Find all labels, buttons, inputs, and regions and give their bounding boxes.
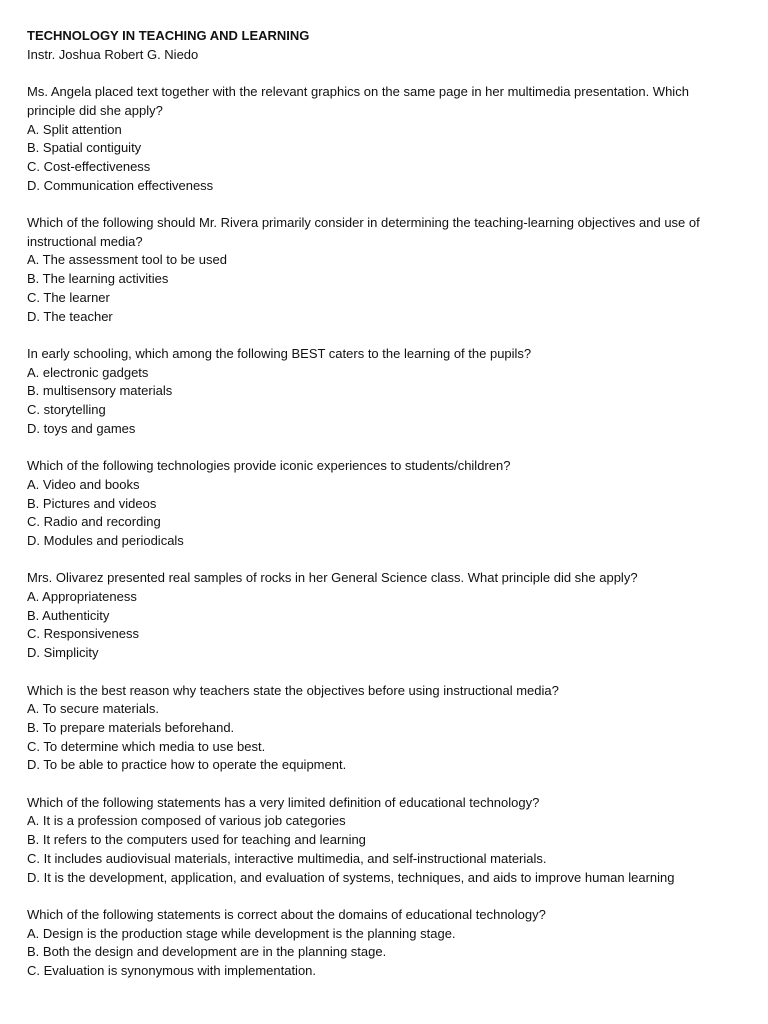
answer-choice: D. It is the development, application, and evaluation of systems, techniques, and aids to improve human learning	[27, 869, 675, 885]
answer-choice: A. Design is the production stage while development is the planning stage.	[27, 925, 456, 941]
answer-choice: B. It refers to the computers used for teaching and learning	[27, 832, 366, 848]
question-block	[27, 83, 739, 195]
answer-choice: D. Modules and periodicals	[27, 532, 184, 548]
answer-choice: D. Simplicity	[27, 645, 99, 661]
question-block	[27, 906, 739, 981]
answer-choice: B. The learning activities	[27, 271, 169, 287]
question-text: Which of the following statements has a very limited definition of educational technology?	[27, 794, 540, 810]
question-block	[27, 682, 739, 776]
question-text: Which is the best reason why teachers state the objectives before using instructional media?	[27, 682, 559, 698]
answer-choice: C. To determine which media to use best.	[27, 738, 266, 754]
answer-choice: D. Communication effectiveness	[27, 177, 214, 193]
answer-choice: C. The learner	[27, 289, 110, 305]
question-block	[27, 345, 739, 439]
answer-choice: D. The teacher	[27, 308, 113, 324]
question-text: Mrs. Olivarez presented real samples of rocks in her General Science class. What principle did she apply?	[27, 570, 638, 586]
answer-choice: C. storytelling	[27, 402, 106, 418]
document-title: TECHNOLOGY IN TEACHING AND LEARNING	[27, 28, 310, 43]
question-text: Which of the following technologies provide iconic experiences to students/children?	[27, 458, 511, 474]
question-list	[27, 83, 739, 981]
answer-choice: A. Split attention	[27, 121, 122, 137]
answer-choice: A. The assessment tool to be used	[27, 252, 227, 268]
question-text: Which of the following statements is correct about the domains of educational technology?	[27, 906, 546, 922]
answer-choice: D. toys and games	[27, 420, 136, 436]
answer-choice: B. Authenticity	[27, 607, 110, 623]
answer-choice: B. Pictures and videos	[27, 495, 157, 511]
answer-choice: C. It includes audiovisual materials, interactive multimedia, and self-instructional materials.	[27, 850, 547, 866]
answer-choice: A. Appropriateness	[27, 589, 137, 605]
answer-choice: B. Spatial contiguity	[27, 140, 142, 156]
document-subtitle: Instr. Joshua Robert G. Niedo	[27, 46, 199, 62]
question-block	[27, 569, 739, 663]
answer-choice: C. Evaluation is synonymous with implementation.	[27, 963, 317, 979]
answer-choice: D. To be able to practice how to operate the equipment.	[27, 757, 347, 773]
question-text: Which of the following should Mr. Rivera primarily consider in determining the teaching-learning objectives and use of instructional media?	[27, 215, 700, 249]
question-block	[27, 457, 739, 551]
answer-choice: C. Radio and recording	[27, 514, 161, 530]
question-text: In early schooling, which among the following BEST caters to the learning of the pupils?	[27, 345, 532, 361]
answer-choice: A. It is a profession composed of various job categories	[27, 813, 346, 829]
answer-choice: C. Cost-effectiveness	[27, 158, 151, 174]
answer-choice: B. Both the design and development are in the planning stage.	[27, 944, 387, 960]
document-page	[27, 27, 739, 981]
answer-choice: C. Responsiveness	[27, 626, 139, 642]
question-text: Ms. Angela placed text together with the relevant graphics on the same page in her multimedia presentation. Which principle did she apply?	[27, 84, 689, 118]
answer-choice: B. To prepare materials beforehand.	[27, 719, 235, 735]
answer-choice: A. electronic gadgets	[27, 364, 149, 380]
question-block	[27, 214, 739, 326]
question-block	[27, 794, 739, 888]
answer-choice: A. To secure materials.	[27, 701, 159, 717]
answer-choice: A. Video and books	[27, 476, 140, 492]
answer-choice: B. multisensory materials	[27, 383, 173, 399]
